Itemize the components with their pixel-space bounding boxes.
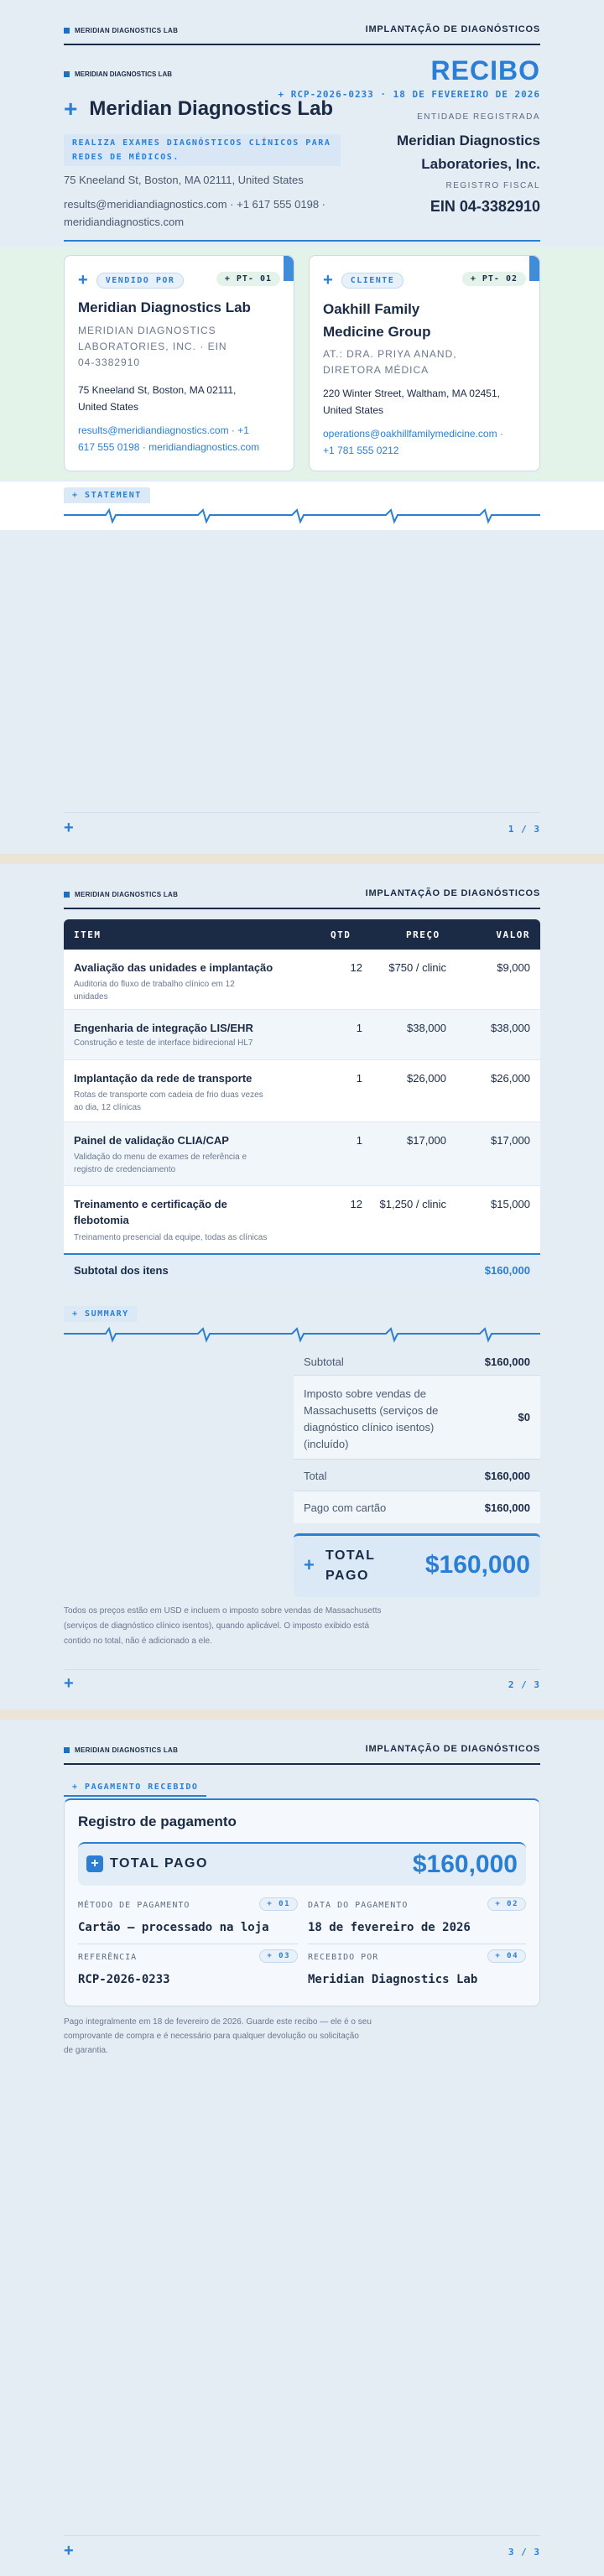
plus-icon: +: [323, 271, 333, 289]
client-name: Oakhill Family Medicine Group: [323, 301, 431, 340]
summary-card-paid: Pago com cartão $160,000: [294, 1491, 540, 1523]
plus-icon: +: [64, 819, 74, 837]
page-number: 1 / 3: [508, 824, 540, 835]
card-accent: [529, 256, 539, 281]
issuer-name: Meridian Diagnostics Lab: [89, 97, 334, 120]
summary-tax: Imposto sobre vendas de Massachusetts (serviços de diagnóstico clínico isentos) (incluído) $0: [294, 1376, 540, 1460]
page-2: [0, 864, 604, 1710]
plus-icon: +: [64, 2542, 74, 2560]
page-number: 3 / 3: [508, 2547, 540, 2558]
seller-card: [64, 255, 294, 471]
table-row: Treinamento e certificação de flebotomia Treinamento presencial da equipe, todas as clínicas 12 $1,250 / clinic $15,000: [74, 1198, 530, 1242]
issuer-address: 75 Kneeland St, Boston, MA 02111, United States: [64, 174, 304, 186]
header-brand: MERIDIAN DIAGNOSTICS LAB: [75, 27, 179, 34]
brand-mark-icon: [64, 71, 70, 77]
plus-icon: +: [64, 1674, 74, 1693]
payment-date-field: DATA DO PAGAMENTO + 02 18 de fevereiro de 2026: [308, 1897, 526, 1944]
summary-panel: [294, 1345, 540, 1523]
pulse-line-icon: [64, 503, 540, 528]
page-1: [0, 0, 604, 854]
entity-label: ENTIDADE REGISTRADA: [417, 112, 540, 122]
seller-address: 75 Kneeland St, Boston, MA 02111, United States: [78, 384, 237, 413]
payment-tab: + PAGAMENTO RECEBIDO: [64, 1779, 206, 1797]
table-row: Engenharia de integração LIS/EHR Construção e teste de interface bidirecional HL7 1 $38,000 $38,000: [64, 1010, 540, 1060]
seller-name: Meridian Diagnostics Lab: [78, 299, 251, 315]
summary-total: Total $160,000: [294, 1460, 540, 1491]
payment-title: Registro de pagamento: [78, 1814, 237, 1829]
summary-subtotal: Subtotal $160,000: [294, 1345, 540, 1376]
seller-contact[interactable]: results@meridiandiagnostics.com · +1 617 555 0198 · meridiandiagnostics.com: [78, 424, 260, 453]
page-number: 2 / 3: [508, 1679, 540, 1690]
table-row: Avaliação das unidades e implantação Auditoria do fluxo de trabalho clínico em 12 unidades 12 $750 / clinic $9,000: [64, 950, 540, 1010]
payment-card: [64, 1798, 540, 2006]
payment-method-field: MÉTODO DE PAGAMENTO + 01 Cartão — processado na loja: [78, 1897, 298, 1944]
plus-icon: +: [304, 1554, 315, 1575]
issuer-title: [64, 97, 333, 121]
receipt-title: RECIBO: [430, 55, 540, 86]
table-header: ITEM QTD PREÇO VALOR: [64, 919, 540, 950]
section-rule: [64, 240, 540, 242]
seller-legal: MERIDIAN DIAGNOSTICS LABORATORIES, INC. · EIN 04-3382910: [78, 325, 227, 368]
payment-total-bar: + TOTAL PAGO $160,000: [78, 1842, 526, 1886]
issuer-contact: results@meridiandiagnostics.com · +1 617 555 0198 · meridiandiagnostics.com: [64, 198, 325, 228]
grand-total-value: $160,000: [424, 1551, 530, 1579]
header-doc-kind: IMPLANTAÇÃO DE DIAGNÓSTICOS: [365, 24, 540, 34]
tax-label: REGISTRO FISCAL: [445, 181, 540, 190]
running-header: MERIDIAN DIAGNOSTICS LAB IMPLANTAÇÃO DE DIAGNÓSTICOS: [64, 1743, 540, 1765]
plus-icon: +: [78, 271, 88, 289]
summary-tab: + SUMMARY: [64, 1306, 138, 1322]
payment-total-value: $160,000: [412, 1850, 518, 1878]
seller-chip: VENDIDO POR: [96, 273, 185, 289]
client-address: 220 Winter Street, Waltham, MA 02451, United States: [323, 388, 500, 416]
page-3: [0, 1720, 604, 2576]
table-row: Implantação da rede de transporte Rotas de transporte com cadeia de frio duas vezes ao dia, 12 clínicas 1 $26,000 $26,000: [64, 1060, 540, 1122]
tax-id: EIN 04-3382910: [430, 198, 540, 215]
client-badge: + PT- 02: [462, 272, 526, 286]
brand-mark-icon: [64, 28, 70, 34]
seller-badge: + PT- 01: [216, 272, 280, 286]
items-subtotal-row: Subtotal dos itens $160,000: [64, 1253, 540, 1285]
brand-mark-icon: [64, 1747, 70, 1753]
items-table: [64, 919, 540, 1285]
brand-mark-icon: [64, 892, 70, 898]
page-separator: [0, 1710, 604, 1720]
card-accent: [284, 256, 294, 281]
statement-tab: + STATEMENT: [64, 487, 150, 503]
client-attn: AT.: DRA. PRIYA ANAND, DIRETORA MÉDICA: [323, 348, 457, 376]
client-contact[interactable]: operations@oakhillfamilymedicine.com · +1 781 555 0212: [323, 428, 503, 456]
plus-icon: +: [86, 1855, 103, 1872]
running-header: MERIDIAN DIAGNOSTICS LAB IMPLANTAÇÃO DE DIAGNÓSTICOS: [64, 887, 540, 909]
payment-reference-field: REFERÊNCIA + 03 RCP-2026-0233: [78, 1949, 298, 1996]
grand-total-box: + TOTAL PAGO $160,000: [294, 1533, 540, 1597]
issuer-mini-brand: MERIDIAN DIAGNOSTICS LAB: [64, 70, 172, 78]
pulse-line-icon: [64, 1322, 540, 1347]
page-separator: [0, 854, 604, 864]
client-card: [309, 255, 540, 471]
client-chip: CLIENTE: [341, 273, 404, 289]
entity-name: Meridian Diagnostics Laboratories, Inc.: [397, 133, 540, 172]
payment-received-by-field: RECEBIDO POR + 04 Meridian Diagnostics Lab: [308, 1949, 526, 1996]
receipt-ref-line: + RCP-2026-0233 · 18 DE FEVEREIRO DE 2026: [278, 89, 540, 100]
table-row: Painel de validação CLIA/CAP Validação do menu de exames de referência e registro de credenciamento 1 $17,000 $17,000: [64, 1122, 540, 1186]
payment-note: Pago integralmente em 18 de fevereiro de 2026. Guarde este recibo — ele é o seu comprovante de compra e é necessário para qualquer devolução ou solicitação de garantia.: [64, 2017, 372, 2055]
prices-note: Todos os preços estão em USD e incluem o imposto sobre vendas de Massachusetts (serviços de diagnóstico clínico isentos), quando aplicável. O imposto exibido está contido no total, não é adicionado a ele.: [64, 1606, 382, 1646]
plus-icon: +: [64, 96, 78, 122]
issuer-tagline: REALIZA EXAMES DIAGNÓSTICOS CLÍNICOS PARA REDES DE MÉDICOS.: [64, 134, 341, 166]
running-header: [64, 23, 540, 45]
